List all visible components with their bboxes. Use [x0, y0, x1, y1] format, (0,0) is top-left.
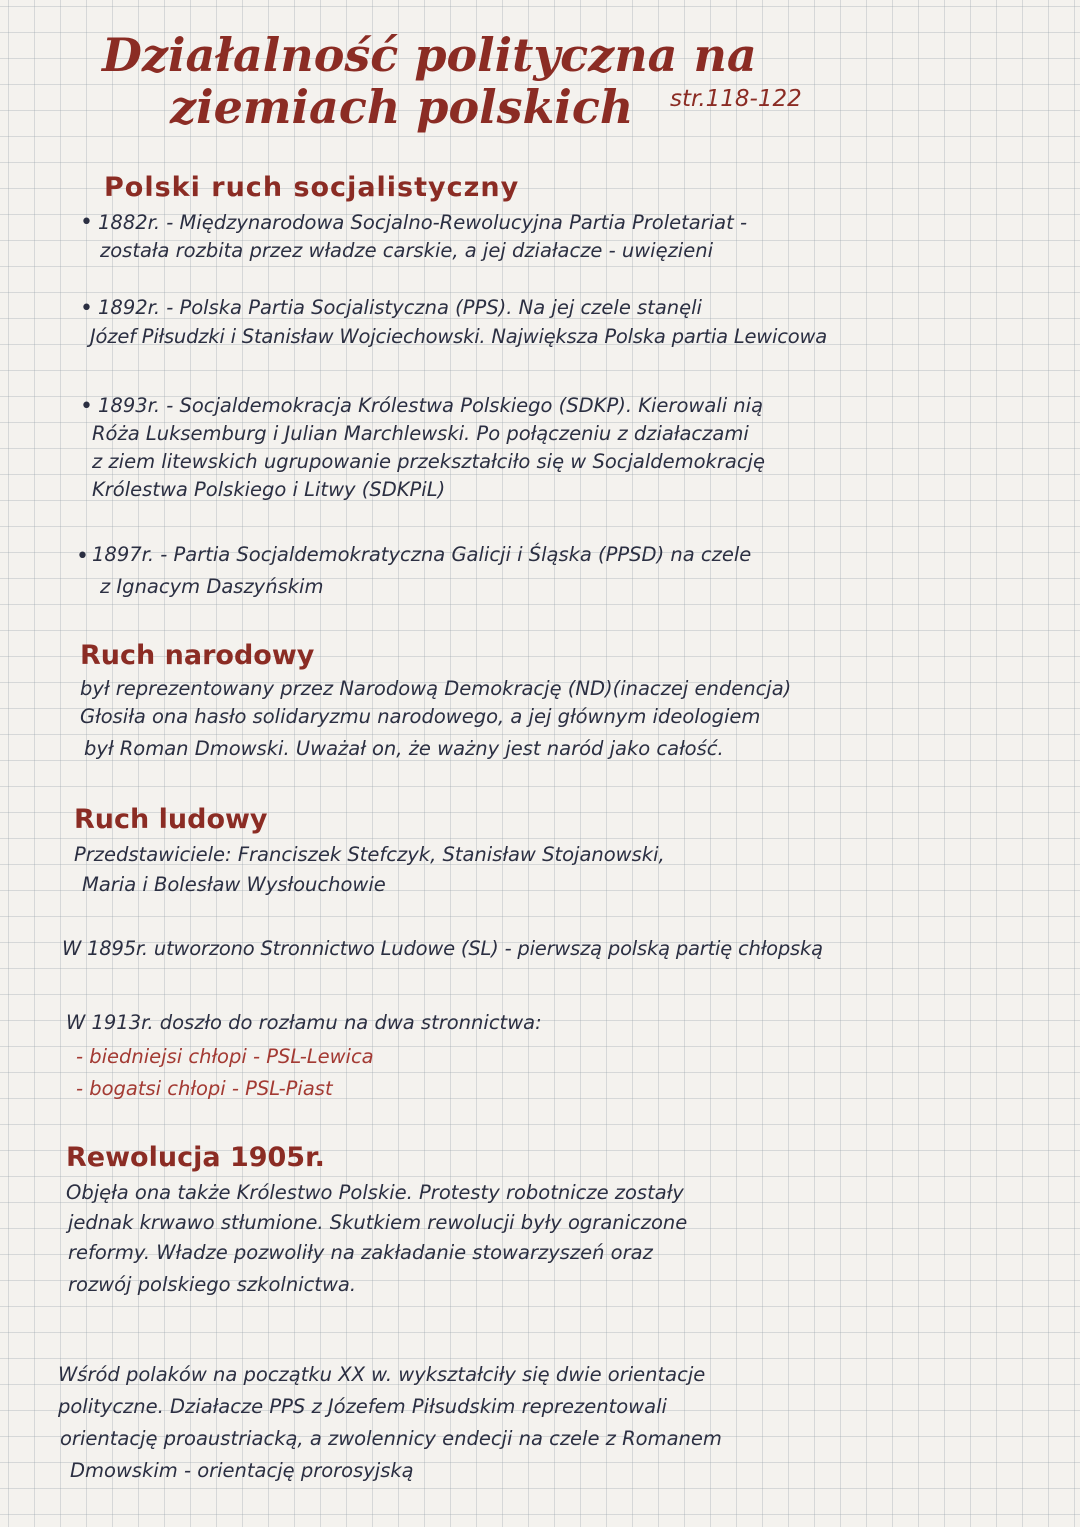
item-1893-line-1: 1893r. - Socjaldemokracja Królestwa Polskiego (SDKP). Kierowali nią [98, 394, 764, 417]
peasant-line-2: Maria i Bolesław Wysłouchowie [82, 873, 386, 896]
orientation-line-4: Dmowskim - orientację prorosyjską [70, 1459, 414, 1482]
heading-national: Ruch narodowy [80, 640, 315, 671]
heading-peasant: Ruch ludowy [74, 804, 268, 835]
item-1882-line-1: 1882r. - Międzynarodowa Socjalno-Rewolucyjna Partia Proletariat - [98, 211, 747, 234]
item-1897-line-1: 1897r. - Partia Socjaldemokratyczna Galicji i Śląska (PPSD) na czele [92, 543, 752, 566]
page-reference: str.118-122 [670, 86, 802, 112]
heading-revolution: Rewolucja 1905r. [66, 1142, 325, 1173]
orientation-line-1: Wśród polaków na początku XX w. wykształciły się dwie orientacje [58, 1363, 706, 1386]
split-line: W 1913r. doszło do rozłamu na dwa stronnictwa: [66, 1011, 542, 1034]
page-title [92, 30, 992, 133]
bullet-2: • [80, 296, 93, 321]
item-1893-line-4: Królestwa Polskiego i Litwy (SDKPiL) [92, 478, 446, 501]
orientation-line-3: orientację proaustriacką, a zwolennicy endecji na czele z Romanem [60, 1427, 722, 1450]
bullet-3: • [80, 394, 93, 419]
revolution-line-4: rozwój polskiego szkolnictwa. [68, 1273, 357, 1296]
revolution-line-1: Objęła ona także Królestwo Polskie. Protesty robotnicze zostały [66, 1181, 684, 1204]
title-line-1: Działalność polityczna na [102, 28, 757, 82]
sl-founding-line: W 1895r. utworzono Stronnictwo Ludowe (SL) - pierwszą polską partię chłopską [62, 937, 823, 960]
national-line-3: był Roman Dmowski. Uważał on, że ważny jest naród jako całość. [84, 737, 724, 760]
revolution-line-2: jednak krwawo stłumione. Skutkiem rewolucji były ograniczone [68, 1211, 688, 1234]
split-item-2: - bogatsi chłopi - PSL-Piast [76, 1077, 333, 1100]
split-item-1: - biedniejsi chłopi - PSL-Lewica [76, 1045, 374, 1068]
national-line-1: był reprezentowany przez Narodową Demokrację (ND)(inaczej endencja) [80, 677, 792, 700]
heading-socialist: Polski ruch socjalistyczny [104, 172, 520, 203]
orientation-line-2: polityczne. Działacze PPS z Józefem Piłsudskim reprezentowali [58, 1395, 667, 1418]
item-1893-line-3: z ziem litewskich ugrupowanie przekształciło się w Socjaldemokrację [92, 450, 765, 473]
item-1893-line-2: Róża Luksemburg i Julian Marchlewski. Po połączeniu z działaczami [92, 422, 749, 445]
peasant-line-1: Przedstawiciele: Franciszek Stefczyk, Stanisław Stojanowski, [74, 843, 665, 866]
bullet-1: • [80, 210, 93, 235]
revolution-line-3: reformy. Władze pozwoliły na zakładanie stowarzyszeń oraz [68, 1241, 653, 1264]
item-1882-line-2: została rozbita przez władze carskie, a jej działacze - uwięzieni [100, 239, 714, 262]
item-1892-line-1: 1892r. - Polska Partia Socjalistyczna (PPS). Na jej czele stanęli [98, 296, 702, 319]
bullet-4: • [76, 544, 89, 569]
title-line-2: ziemiach polskich [170, 79, 634, 134]
item-1897-line-2: z Ignacym Daszyńskim [100, 575, 324, 598]
national-line-2: Głosiła ona hasło solidaryzmu narodowego, a jej głównym ideologiem [80, 705, 761, 728]
item-1892-line-2: Józef Piłsudzki i Stanisław Wojciechowski. Największa Polska partia Lewicowa [90, 325, 827, 348]
